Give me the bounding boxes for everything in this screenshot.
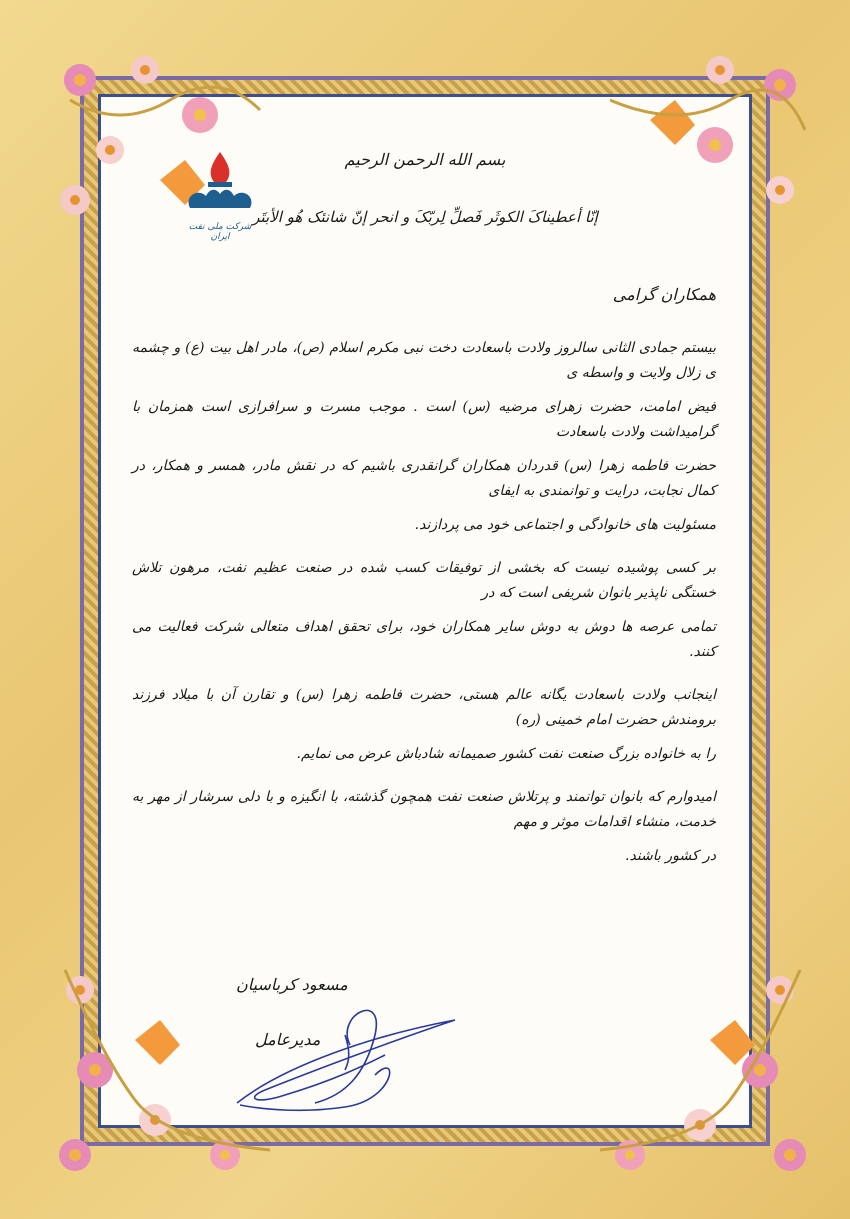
quran-verse: إنّا أعطیناکَ الکوثَر فَصلِّ لِربّکَ و انحر إنّ شانئک هُو الأبتَر: [252, 208, 598, 226]
handwritten-signature: [225, 995, 465, 1115]
signatory-name: مسعود کرباسیان: [236, 975, 348, 994]
paragraph-1-line-2: فیض امامت، حضرت زهرای مرضیه (س) است . موجب مسرت و سرافرازی است همزمان با گرامیداشت ولادت باسعادت: [132, 399, 716, 440]
paragraph-4-line-1: امیدوارم که بانوان توانمند و پرتلاش صنعت نفت همچون گذشته، با انگیزه و با دلی سرشار از مهر به خدمت، منشاء اقدامات موثر و مهم: [132, 789, 716, 830]
signatory-title: مدیرعامل: [255, 1030, 321, 1049]
paragraph-2-line-2: تمامی عرصه ها دوش به دوش سایر همکاران خود، برای تحقق اهداف متعالی شرکت فعالیت می کنند.: [132, 619, 716, 660]
logo-caption: شرکت ملی نفت ایران: [188, 222, 252, 242]
floral-corner-bottom-right-icon: [600, 950, 820, 1190]
paragraph-1-line-3: حضرت فاطمه زهرا (س) قدردان همکاران گرانقدری باشیم که در نقش مادر، همسر و همکار، در کمال نجابت، درایت و توانمندی به ایفای: [132, 458, 716, 499]
paragraph-4-line-2: در کشور باشند.: [625, 848, 716, 864]
paragraph-1-line-1: بیستم جمادی الثانی سالروز ولادت باسعادت دخت نبی مکرم اسلام (ص)، مادر اهل بیت (ع) و چشمه ی زلال ولایت و واسطه ی: [132, 340, 716, 381]
salutation: همکاران گرامی: [612, 285, 716, 304]
basmala: بسم الله الرحمن الرحیم: [344, 150, 506, 169]
paragraph-2-line-1: بر کسی پوشیده نیست که بخشی از توفیقات کسب شده در صنعت عظیم نفت، مرهون تلاش خستگی ناپذیر بانوان شریفی است که در: [132, 560, 716, 601]
paragraph-1: [132, 336, 716, 538]
paragraph-4: [132, 785, 716, 869]
letter-body: [132, 336, 716, 887]
paragraph-3-line-2: را به خانواده بزرگ صنعت نفت کشور صمیمانه شادباش عرض می نمایم.: [296, 746, 716, 762]
paragraph-3-line-1: اینجانب ولادت باسعادت یگانه عالم هستی، حضرت فاطمه زهرا (س) و تقارن آن با میلاد فرزند برومندش حضرت امام خمینی (ره): [132, 687, 716, 728]
paragraph-1-line-4: مسئولیت های خانوادگی و اجتماعی خود می پردازند.: [414, 517, 716, 533]
paragraph-2: [132, 556, 716, 665]
paragraph-3: [132, 683, 716, 767]
